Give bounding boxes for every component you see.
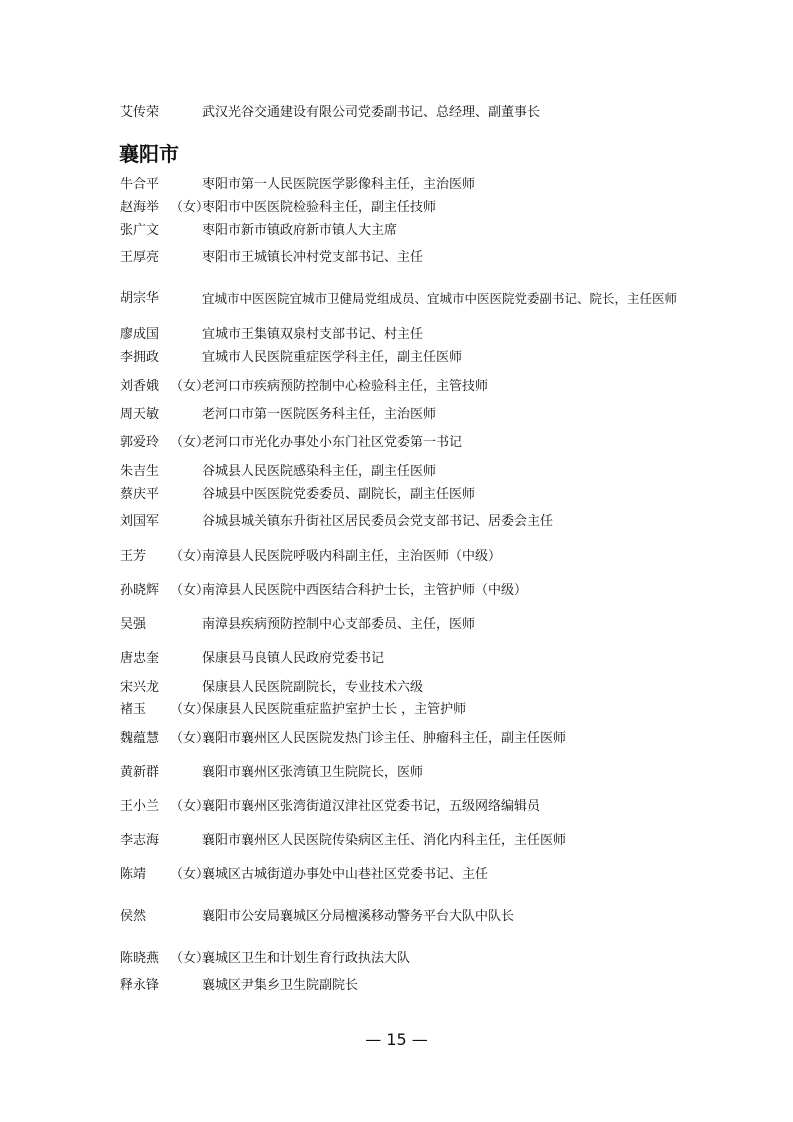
person-name: 刘国军: [120, 514, 160, 529]
person-name: 王小兰: [120, 799, 160, 814]
person-title: 枣阳市新市镇政府新市镇人大主席: [202, 223, 398, 238]
person-title: 襄阳市襄州区人民医院发热门诊主任、肿瘤科主任，副主任医师: [202, 731, 567, 746]
person-gender: （女）: [170, 379, 210, 394]
person-name: 李拥政: [120, 350, 160, 365]
person-gender: （女）: [170, 549, 210, 564]
person-gender: （女）: [170, 583, 210, 598]
person-title: 宜城市王集镇双泉村支部书记、村主任: [202, 327, 424, 342]
person-title: 南漳县人民医院中西医结合科护士长，主管护师（中级）: [202, 583, 528, 598]
person-title: 谷城县中医医院党委委员、副院长，副主任医师: [202, 487, 476, 502]
person-title: 襄城区卫生和计划生育行政执法大队: [202, 951, 411, 966]
person-name: 廖成国: [120, 327, 160, 342]
person-title: 老河口市疾病预防控制中心检验科主任，主管技师: [202, 379, 489, 394]
person-title: 宜城市中医医院宜城市卫健局党组成员、宜城市中医医院党委副书记、院长，主任医师: [202, 291, 678, 306]
person-name: 艾传荣: [120, 105, 160, 120]
person-name: 李志海: [120, 833, 160, 848]
person-title: 宜城市人民医院重症医学科主任，副主任医师: [202, 350, 463, 365]
person-name: 胡宗华: [120, 291, 160, 306]
person-title: 武汉光谷交通建设有限公司党委副书记、总经理、副董事长: [202, 105, 541, 120]
person-title: 南漳县疾病预防控制中心支部委员、主任，医师: [202, 617, 476, 632]
person-gender: （女）: [170, 799, 210, 814]
person-gender: （女）: [170, 951, 210, 966]
person-name: 唐忠奎: [120, 651, 160, 666]
person-name: 刘香娥: [120, 379, 160, 394]
person-title: 枣阳市第一人民医院医学影像科主任，主治医师: [202, 177, 476, 192]
person-name: 王芳: [120, 549, 147, 564]
person-gender: （女）: [170, 702, 210, 717]
person-name: 蔡庆平: [120, 487, 160, 502]
person-name: 宋兴龙: [120, 680, 160, 695]
person-name: 朱吉生: [120, 464, 160, 479]
person-name: 孙晓辉: [120, 583, 160, 598]
person-name: 陈晓燕: [120, 951, 160, 966]
person-title: 保康县马良镇人民政府党委书记: [202, 651, 385, 666]
person-title: 襄阳市襄州区张湾镇卫生院院长，医师: [202, 765, 424, 780]
person-title: 襄阳市襄州区张湾街道汉津社区党委书记，五级网络编辑员: [202, 799, 541, 814]
person-name: 陈靖: [120, 867, 147, 882]
person-title: 谷城县人民医院感染科主任，副主任医师: [202, 464, 437, 479]
person-title: 谷城县城关镇东升街社区居民委员会党支部书记、居委会主任: [202, 514, 554, 529]
person-gender: （女）: [170, 731, 210, 746]
person-gender: （女）: [170, 200, 210, 215]
person-name: 周天敏: [120, 407, 160, 422]
person-title: 襄城区尹集乡卫生院副院长: [202, 978, 359, 993]
person-title: 老河口市光化办事处小东门社区党委第一书记: [202, 435, 463, 450]
person-title: 枣阳市中医医院检验科主任，副主任技师: [202, 200, 437, 215]
person-name: 张广文: [120, 223, 160, 238]
person-name: 黄新群: [120, 765, 160, 780]
person-name: 释永锋: [120, 978, 160, 993]
person-name: 牛合平: [120, 177, 160, 192]
person-name: 褚玉: [120, 702, 147, 717]
page-number: — 15 —: [365, 1030, 428, 1049]
person-title: 襄阳市公安局襄城区分局檀溪移动警务平台大队中队长: [202, 909, 515, 924]
person-name: 魏蕴慧: [120, 731, 160, 746]
person-title: 枣阳市王城镇长冲村党支部书记、主任: [202, 250, 424, 265]
person-name: 王厚亮: [120, 250, 160, 265]
person-title: 南漳县人民医院呼吸内科副主任，主治医师（中级）: [202, 549, 502, 564]
person-title: 襄城区古城街道办事处中山巷社区党委书记、主任: [202, 867, 489, 882]
person-name: 吴强: [120, 617, 147, 632]
person-name: 侯然: [120, 909, 147, 924]
person-gender: （女）: [170, 435, 210, 450]
person-title: 保康县人民医院副院长，专业技术六级: [202, 680, 424, 695]
person-title: 襄阳市襄州区人民医院传染病区主任、消化内科主任，主任医师: [202, 833, 567, 848]
section-title: 襄阳市: [119, 142, 179, 166]
person-name: 赵海举: [120, 200, 160, 215]
person-title: 保康县人民医院重症监护室护士长 ，主管护师: [202, 702, 467, 717]
person-title: 老河口市第一医院医务科主任，主治医师: [202, 407, 437, 422]
person-name: 郭爱玲: [120, 435, 160, 450]
person-gender: （女）: [170, 867, 210, 882]
